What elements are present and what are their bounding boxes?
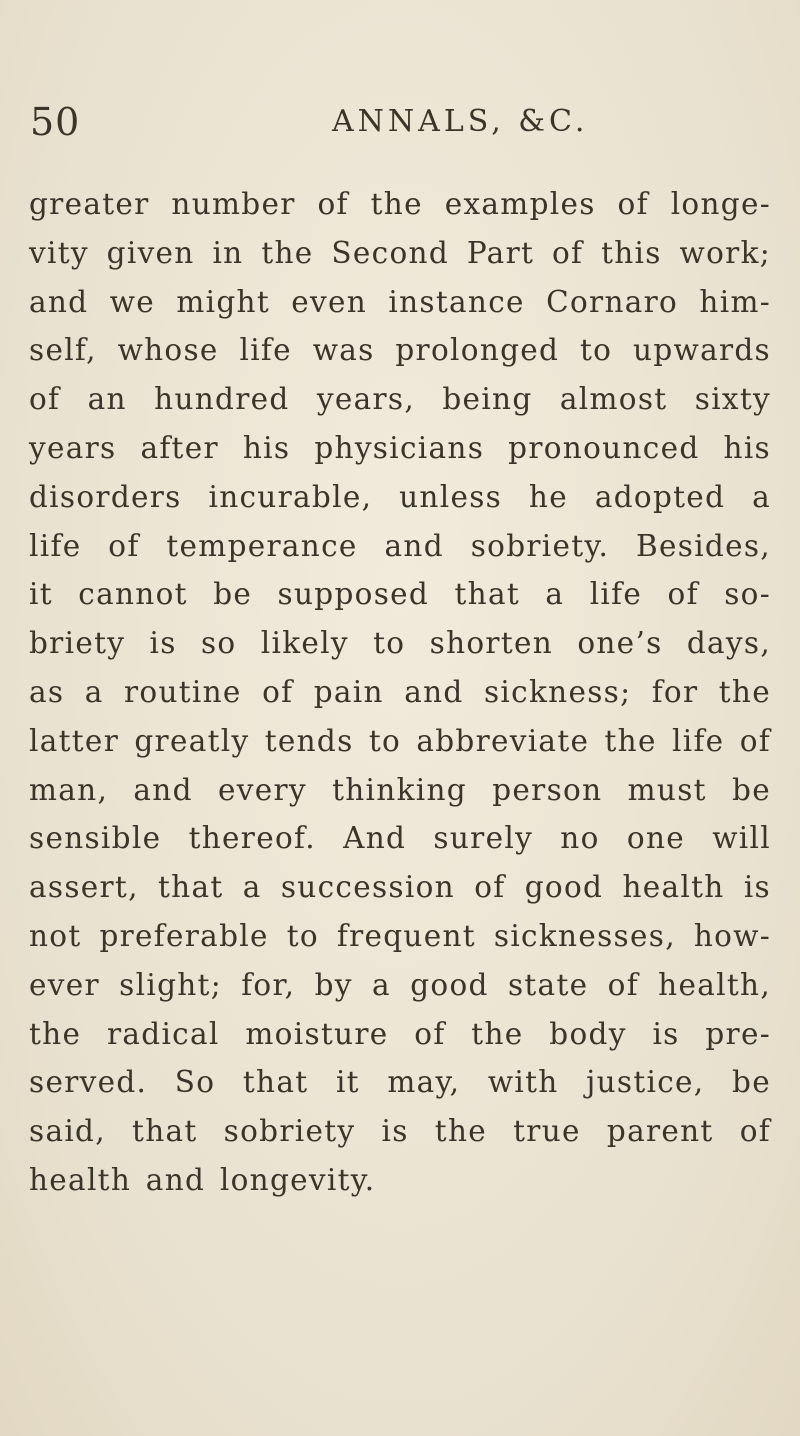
text-line: vity given in the Second Part of this work; bbox=[29, 235, 771, 270]
text-line: man, and every thinking person must be bbox=[29, 772, 771, 807]
text-line: briety is so likely to shorten one’s days, bbox=[29, 626, 771, 661]
body-paragraph bbox=[29, 180, 771, 1205]
page-header bbox=[30, 100, 760, 150]
text-line: greater number of the examples of longe- bbox=[29, 187, 771, 221]
text-line: assert, that a succession of good health is bbox=[29, 870, 771, 905]
text-line: sensible thereof. And surely no one will bbox=[29, 821, 771, 856]
text-line: health and longevity. bbox=[29, 1162, 376, 1197]
text-line: self, whose life was prolonged to upwards bbox=[29, 333, 771, 368]
text-line: it cannot be supposed that a life of so- bbox=[29, 577, 771, 612]
text-line: years after his physicians pronounced his bbox=[29, 430, 771, 465]
text-line: disorders incurable, unless he adopted a bbox=[29, 479, 771, 514]
text-line: the radical moisture of the body is pre- bbox=[29, 1016, 771, 1051]
text-line: said, that sobriety is the true parent of bbox=[29, 1114, 771, 1149]
page-number: 50 bbox=[30, 100, 81, 144]
text-line: and we might even instance Cornaro him- bbox=[29, 284, 771, 319]
text-line: ever slight; for, by a good state of health, bbox=[29, 967, 771, 1002]
running-head: ANNALS, &C. bbox=[332, 104, 589, 139]
text-line: latter greatly tends to abbreviate the life of bbox=[29, 723, 771, 758]
text-line: of an hundred years, being almost sixty bbox=[29, 382, 771, 417]
text-line: not preferable to frequent sicknesses, how- bbox=[29, 918, 771, 953]
text-line: as a routine of pain and sickness; for the bbox=[29, 674, 771, 709]
text-line: life of temperance and sobriety. Besides, bbox=[29, 528, 771, 563]
text-line: served. So that it may, with justice, be bbox=[29, 1065, 771, 1100]
